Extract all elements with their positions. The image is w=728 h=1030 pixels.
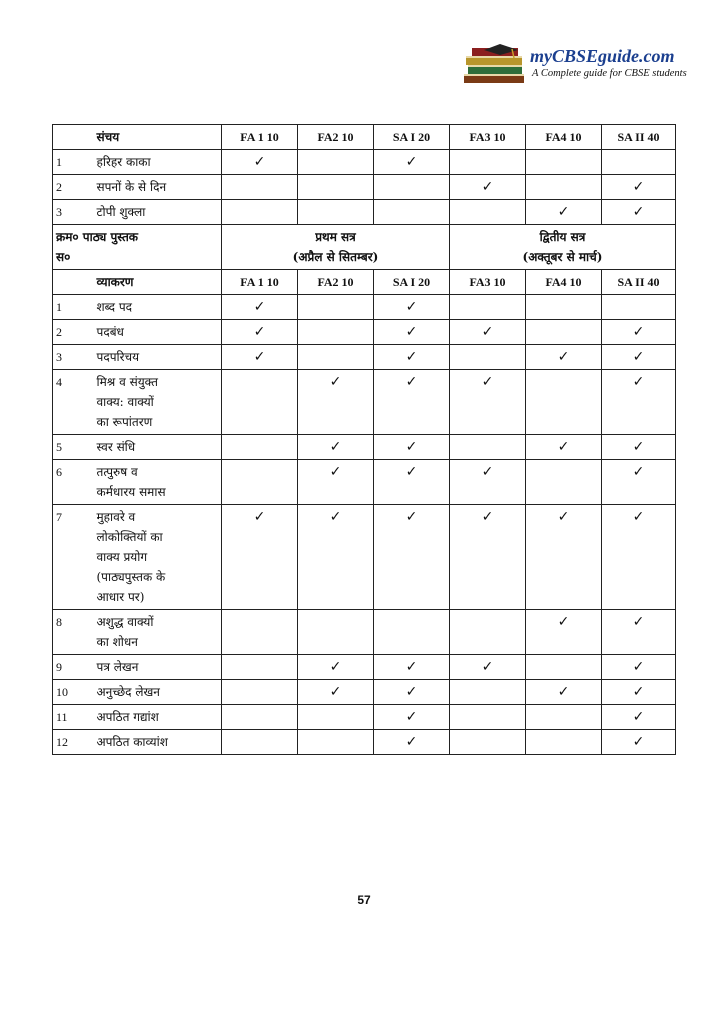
check-mark-cell: ✓ bbox=[222, 505, 298, 610]
check-mark-cell: ✓ bbox=[602, 175, 676, 200]
empty-cell bbox=[526, 730, 602, 755]
serial-header bbox=[53, 225, 222, 270]
table-row bbox=[53, 370, 676, 435]
serial-number: 6 bbox=[53, 460, 91, 505]
topic-name: अपठित काव्यांश bbox=[91, 730, 222, 755]
topic-name: मिश्र व संयुक्त वाक्य: वाक्यों का रूपांतरण bbox=[91, 370, 222, 435]
logo-title: myCBSEguide.com bbox=[530, 46, 675, 66]
empty-cell bbox=[450, 680, 526, 705]
check-mark-cell: ✓ bbox=[374, 730, 450, 755]
serial-number: 10 bbox=[53, 680, 91, 705]
serial-cell bbox=[53, 270, 91, 295]
logo-tagline: A Complete guide for CBSE students bbox=[532, 68, 687, 79]
empty-cell bbox=[222, 655, 298, 680]
empty-cell bbox=[298, 610, 374, 655]
check-mark-cell: ✓ bbox=[602, 370, 676, 435]
serial-number: 12 bbox=[53, 730, 91, 755]
check-mark-cell: ✓ bbox=[374, 505, 450, 610]
empty-cell bbox=[450, 610, 526, 655]
site-logo bbox=[462, 44, 687, 86]
check-mark-cell: ✓ bbox=[298, 655, 374, 680]
check-mark-cell: ✓ bbox=[450, 320, 526, 345]
empty-cell bbox=[222, 435, 298, 460]
check-mark-cell: ✓ bbox=[602, 505, 676, 610]
check-mark-cell: ✓ bbox=[526, 200, 602, 225]
serial-number: 3 bbox=[53, 200, 91, 225]
topic-name: पत्र लेखन bbox=[91, 655, 222, 680]
first-term-header-months: (अप्रैल से सितम्बर) bbox=[292, 250, 379, 264]
table-row bbox=[53, 705, 676, 730]
check-mark-cell: ✓ bbox=[222, 320, 298, 345]
check-mark-cell: ✓ bbox=[222, 295, 298, 320]
check-mark-cell: ✓ bbox=[298, 370, 374, 435]
topic-name: शब्द पद bbox=[91, 295, 222, 320]
empty-cell bbox=[374, 610, 450, 655]
empty-cell bbox=[222, 460, 298, 505]
check-mark-cell: ✓ bbox=[602, 730, 676, 755]
check-mark-cell: ✓ bbox=[526, 610, 602, 655]
topic-name: टोपी शुक्ला bbox=[91, 200, 222, 225]
table-row bbox=[53, 680, 676, 705]
table-row bbox=[53, 435, 676, 460]
topic-name: अनुच्छेद लेखन bbox=[91, 680, 222, 705]
table-row bbox=[53, 460, 676, 505]
table-row bbox=[53, 345, 676, 370]
topic-name: पदपरिचय bbox=[91, 345, 222, 370]
table-row bbox=[53, 150, 676, 175]
empty-cell bbox=[298, 320, 374, 345]
table-row bbox=[53, 295, 676, 320]
empty-cell bbox=[450, 345, 526, 370]
check-mark-cell: ✓ bbox=[298, 505, 374, 610]
check-mark-cell: ✓ bbox=[526, 345, 602, 370]
empty-cell bbox=[298, 345, 374, 370]
serial-number: 9 bbox=[53, 655, 91, 680]
table-row bbox=[53, 505, 676, 610]
empty-cell bbox=[526, 705, 602, 730]
empty-cell bbox=[298, 200, 374, 225]
check-mark-cell: ✓ bbox=[222, 150, 298, 175]
empty-cell bbox=[222, 705, 298, 730]
check-mark-cell: ✓ bbox=[526, 435, 602, 460]
check-mark-cell: ✓ bbox=[450, 175, 526, 200]
topic-name: पदबंध bbox=[91, 320, 222, 345]
check-mark-cell: ✓ bbox=[602, 200, 676, 225]
check-mark-cell: ✓ bbox=[374, 150, 450, 175]
empty-cell bbox=[298, 295, 374, 320]
check-mark-cell: ✓ bbox=[450, 655, 526, 680]
second-term-header-months: (अक्तूबर से मार्च) bbox=[522, 250, 603, 264]
assessment-header: FA2 10 bbox=[298, 125, 374, 150]
check-mark-cell: ✓ bbox=[450, 460, 526, 505]
empty-cell bbox=[222, 370, 298, 435]
check-mark-cell: ✓ bbox=[602, 610, 676, 655]
section-heading: व्याकरण bbox=[91, 270, 222, 295]
empty-cell bbox=[298, 730, 374, 755]
serial-number: 2 bbox=[53, 320, 91, 345]
check-mark-cell: ✓ bbox=[374, 460, 450, 505]
books-icon bbox=[462, 44, 528, 86]
topic-name: हरिहर काका bbox=[91, 150, 222, 175]
topic-name: मुहावरे व लोकोक्तियों का वाक्य प्रयोग (पाठ्यपुस्तक के आधार पर) bbox=[91, 505, 222, 610]
empty-cell bbox=[450, 435, 526, 460]
assessment-header: FA3 10 bbox=[450, 125, 526, 150]
check-mark-cell: ✓ bbox=[374, 320, 450, 345]
empty-cell bbox=[298, 705, 374, 730]
check-mark-cell: ✓ bbox=[526, 680, 602, 705]
check-mark-cell: ✓ bbox=[602, 345, 676, 370]
empty-cell bbox=[374, 175, 450, 200]
assessment-header: FA4 10 bbox=[526, 270, 602, 295]
first-term-header bbox=[222, 225, 450, 270]
assessment-header: FA2 10 bbox=[298, 270, 374, 295]
empty-cell bbox=[298, 175, 374, 200]
topic-name: तत्पुरुष व कर्मधारय समास bbox=[91, 460, 222, 505]
empty-cell bbox=[526, 655, 602, 680]
second-term-header bbox=[450, 225, 676, 270]
empty-cell bbox=[526, 320, 602, 345]
serial-number: 2 bbox=[53, 175, 91, 200]
serial-number: 4 bbox=[53, 370, 91, 435]
assessment-header: FA4 10 bbox=[526, 125, 602, 150]
empty-cell bbox=[222, 610, 298, 655]
topic-name: अशुद्ध वाक्यों का शोधन bbox=[91, 610, 222, 655]
serial-number: 3 bbox=[53, 345, 91, 370]
check-mark-cell: ✓ bbox=[374, 370, 450, 435]
check-mark-cell: ✓ bbox=[526, 505, 602, 610]
empty-cell bbox=[526, 295, 602, 320]
empty-cell bbox=[526, 370, 602, 435]
empty-cell bbox=[222, 200, 298, 225]
empty-cell bbox=[602, 295, 676, 320]
topic-name: सपनों के से दिन bbox=[91, 175, 222, 200]
assessment-header: SA I 20 bbox=[374, 270, 450, 295]
empty-cell bbox=[526, 150, 602, 175]
check-mark-cell: ✓ bbox=[450, 370, 526, 435]
serial-number: 11 bbox=[53, 705, 91, 730]
term-header-row bbox=[53, 225, 676, 270]
assessment-header: SA II 40 bbox=[602, 270, 676, 295]
check-mark-cell: ✓ bbox=[602, 705, 676, 730]
page-number: 57 bbox=[357, 893, 371, 907]
assessment-header: FA 1 10 bbox=[222, 270, 298, 295]
serial-number: 5 bbox=[53, 435, 91, 460]
check-mark-cell: ✓ bbox=[602, 460, 676, 505]
serial-number: 1 bbox=[53, 150, 91, 175]
second-term-header-title: द्वितीय सत्र bbox=[539, 230, 586, 244]
serial-number: 7 bbox=[53, 505, 91, 610]
serial-cell bbox=[53, 125, 91, 150]
check-mark-cell: ✓ bbox=[602, 320, 676, 345]
topic-name: स्वर संधि bbox=[91, 435, 222, 460]
syllabus-table bbox=[52, 124, 676, 755]
topic-name: अपठित गद्यांश bbox=[91, 705, 222, 730]
assessment-header: FA 1 10 bbox=[222, 125, 298, 150]
assessment-header: FA3 10 bbox=[450, 270, 526, 295]
check-mark-cell: ✓ bbox=[222, 345, 298, 370]
empty-cell bbox=[450, 295, 526, 320]
serial-header-line2: स० bbox=[56, 250, 71, 264]
empty-cell bbox=[450, 150, 526, 175]
serial-header-line1: क्रम० पाठ्य पुस्तक bbox=[56, 230, 138, 244]
empty-cell bbox=[450, 200, 526, 225]
section-heading-row bbox=[53, 270, 676, 295]
check-mark-cell: ✓ bbox=[298, 460, 374, 505]
table-row bbox=[53, 320, 676, 345]
table-row bbox=[53, 610, 676, 655]
serial-number: 1 bbox=[53, 295, 91, 320]
check-mark-cell: ✓ bbox=[374, 705, 450, 730]
check-mark-cell: ✓ bbox=[374, 655, 450, 680]
table-row bbox=[53, 730, 676, 755]
check-mark-cell: ✓ bbox=[450, 505, 526, 610]
table-row bbox=[53, 175, 676, 200]
empty-cell bbox=[222, 730, 298, 755]
check-mark-cell: ✓ bbox=[298, 680, 374, 705]
check-mark-cell: ✓ bbox=[602, 435, 676, 460]
check-mark-cell: ✓ bbox=[374, 680, 450, 705]
check-mark-cell: ✓ bbox=[298, 435, 374, 460]
table-row bbox=[53, 655, 676, 680]
empty-cell bbox=[450, 730, 526, 755]
empty-cell bbox=[450, 705, 526, 730]
check-mark-cell: ✓ bbox=[374, 435, 450, 460]
empty-cell bbox=[298, 150, 374, 175]
serial-number: 8 bbox=[53, 610, 91, 655]
check-mark-cell: ✓ bbox=[602, 680, 676, 705]
assessment-header: SA II 40 bbox=[602, 125, 676, 150]
empty-cell bbox=[526, 460, 602, 505]
first-term-header-title: प्रथम सत्र bbox=[315, 230, 356, 244]
empty-cell bbox=[222, 680, 298, 705]
table-row bbox=[53, 200, 676, 225]
check-mark-cell: ✓ bbox=[602, 655, 676, 680]
section-heading-row bbox=[53, 125, 676, 150]
empty-cell bbox=[602, 150, 676, 175]
empty-cell bbox=[526, 175, 602, 200]
assessment-header: SA I 20 bbox=[374, 125, 450, 150]
empty-cell bbox=[374, 200, 450, 225]
check-mark-cell: ✓ bbox=[374, 295, 450, 320]
section-heading: संचय bbox=[91, 125, 222, 150]
check-mark-cell: ✓ bbox=[374, 345, 450, 370]
empty-cell bbox=[222, 175, 298, 200]
